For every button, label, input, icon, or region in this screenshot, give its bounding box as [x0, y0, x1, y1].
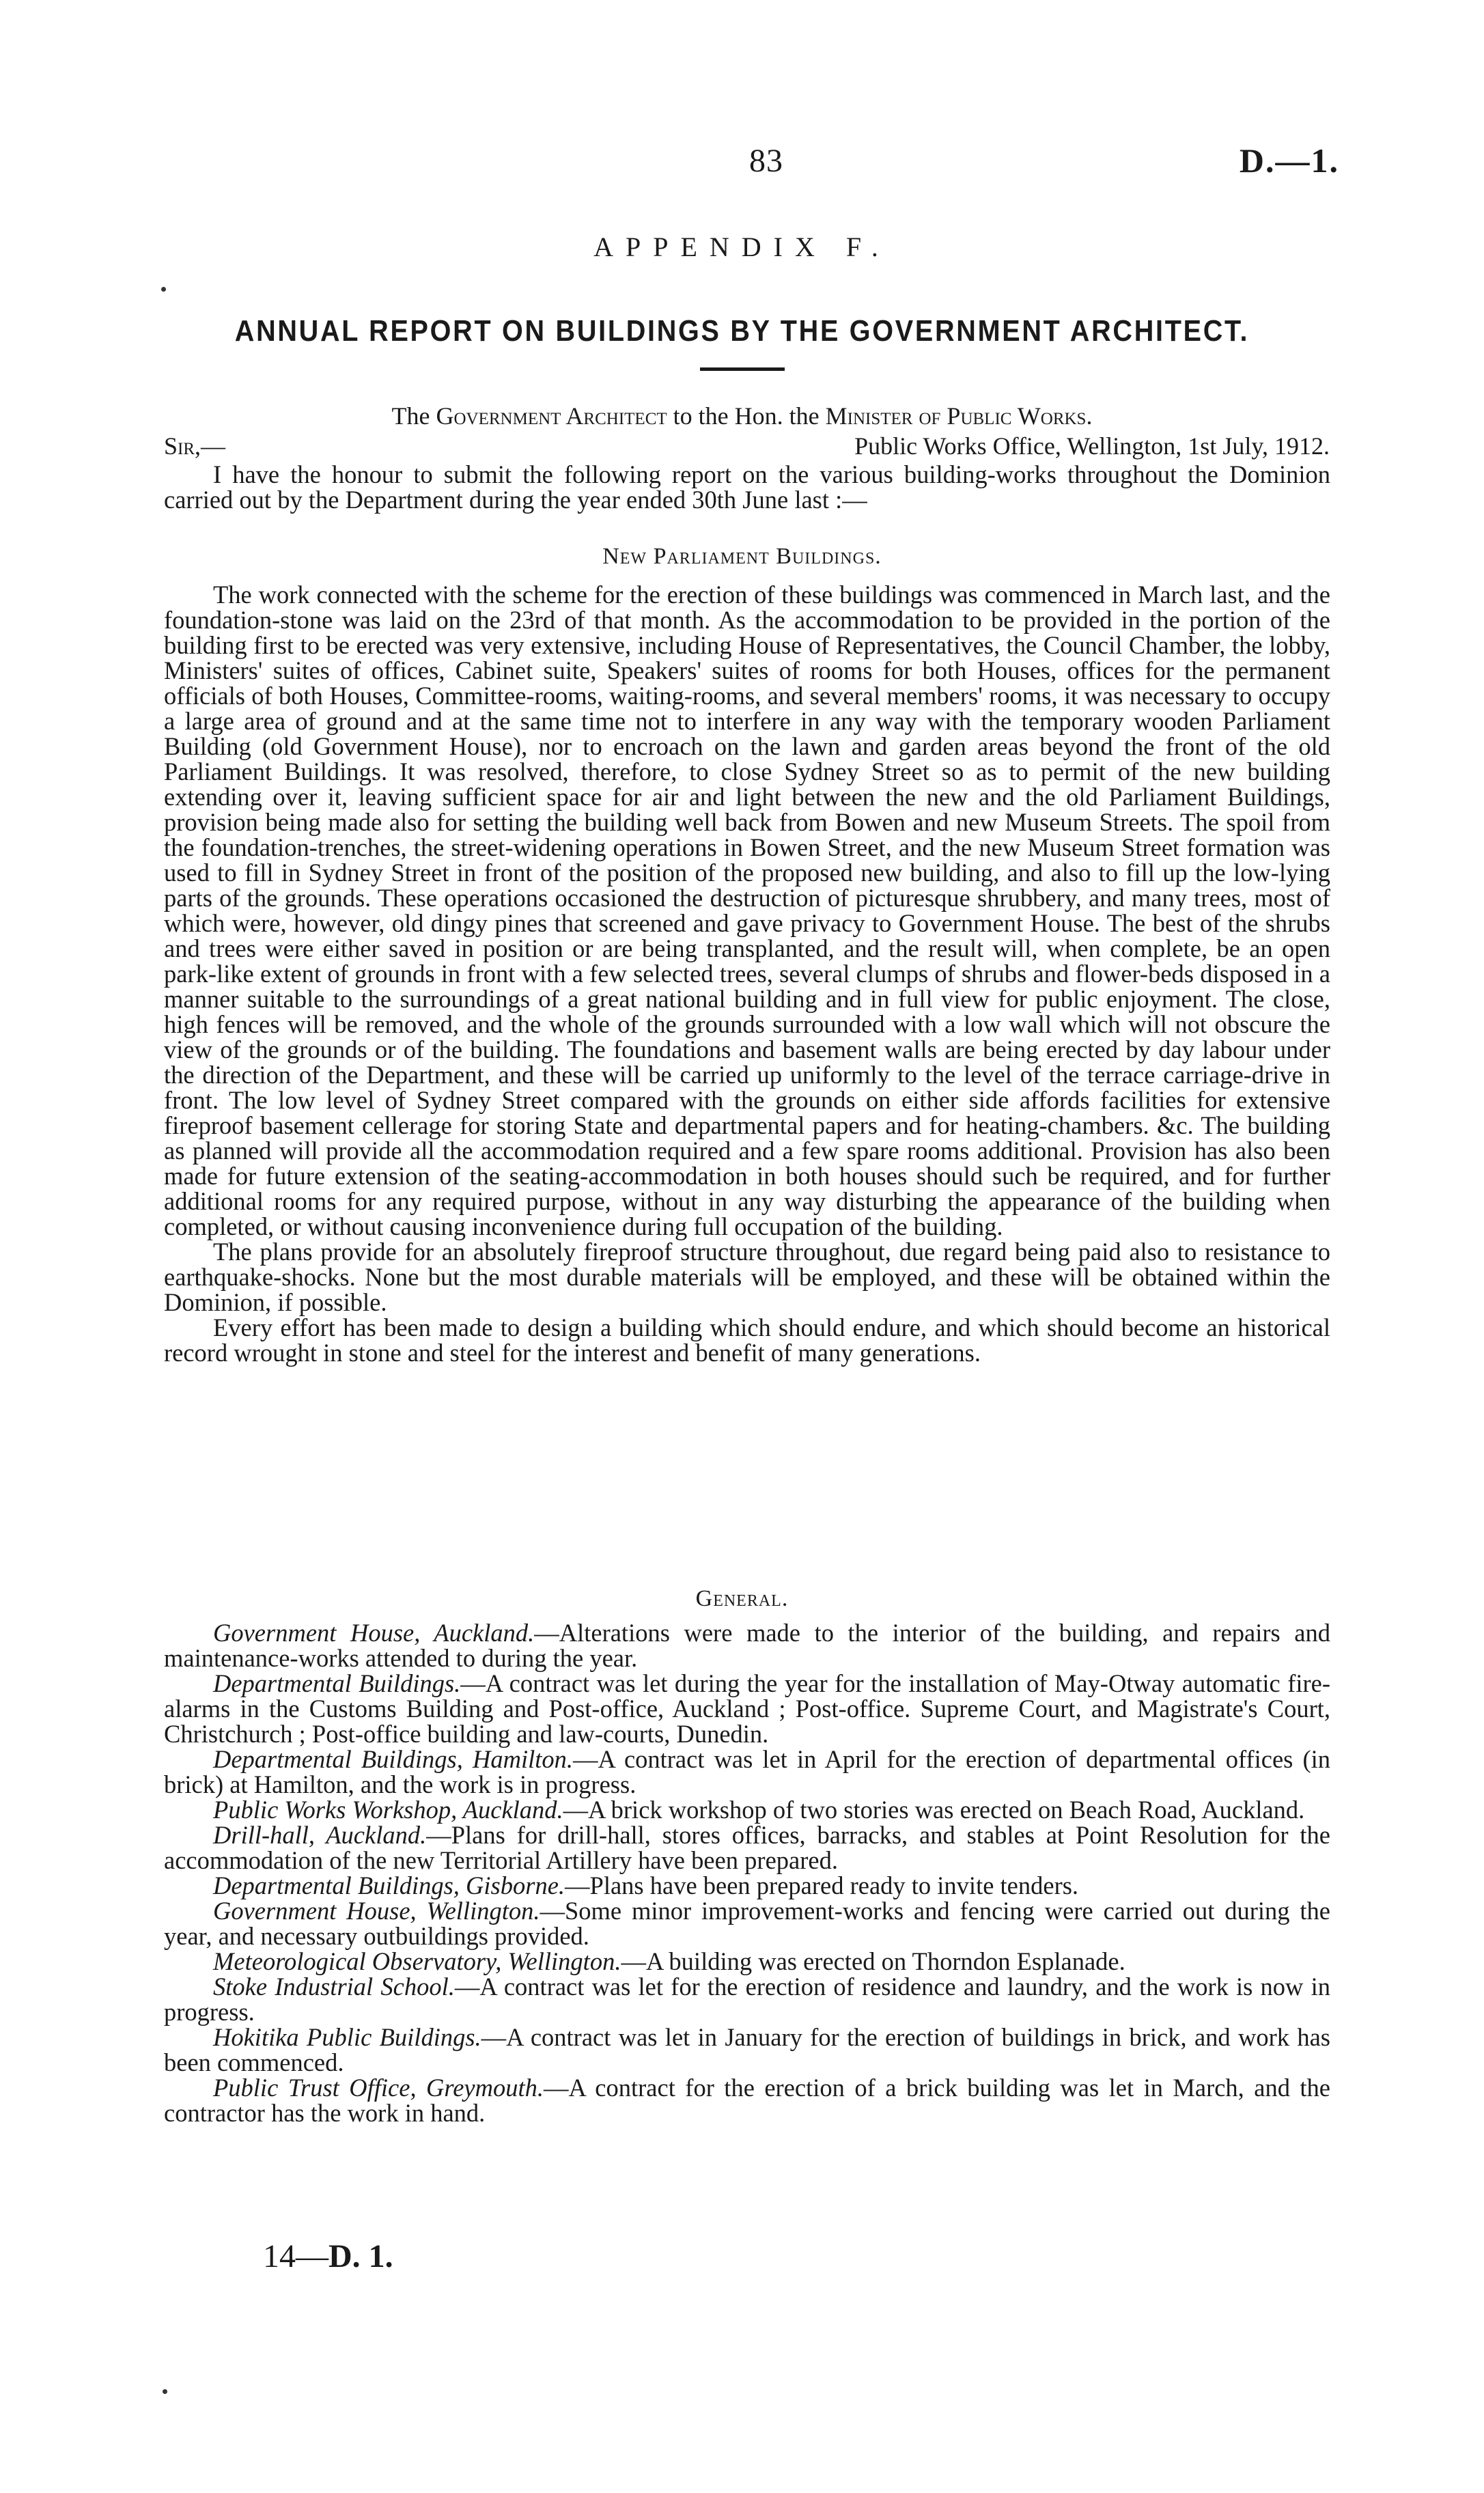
item-text: —A contract for the erection of a brick building was let in March, and the contractor has the work in hand. — [164, 2074, 1330, 2127]
item-title: Hokitika Public Buildings. — [213, 2023, 481, 2051]
general-item — [164, 1974, 1330, 2024]
address-to: Minister of Public Works — [825, 402, 1087, 430]
item-text: —Alterations were made to the interior of the building, and repairs and maintenance-works attended to during the year. — [164, 1619, 1330, 1672]
general-item — [164, 1797, 1330, 1822]
general-item — [164, 2024, 1330, 2075]
general-item — [164, 1746, 1330, 1797]
item-title: Departmental Buildings, Gisborne. — [213, 1871, 565, 1899]
margin-speck — [163, 2389, 167, 2394]
footer-code-prefix: 14— — [263, 2238, 328, 2274]
item-text: —A contract was let in January for the erection of buildings in brick, and work has been commenced. — [164, 2023, 1330, 2076]
paragraph: The work connected with the scheme for the erection of these buildings was commenced in March last, and the foundation-stone was laid on the 23rd of that month. As the accommodation to be provided in the portion of the building first to be erected was very extensive, including House of Representatives, the Council Chamber, the lobby, Ministers' suites of offices, Cabinet suite, Speakers' suites of rooms for both Houses, offices for the permanent officials of both Houses, Committee-rooms, waiting-rooms, and several members' rooms, it was necessary to occupy a large area of ground and at the same time not to interfere in any way with the temporary wooden Parliament Building (old Government House), nor to encroach on the lawn and garden areas beyond the front of the old Parliament Buildings. It was resolved, therefore, to close Sydney Street so as to permit of the new building extending over it, leaving sufficient space for air and light between the new and the old Parliament Buildings, provision being made also for setting the building well back from Bowen and new Museum Streets. The spoil from the foundation-trenches, the street-widening operations in Bowen Street, and the new Museum Street formation was used to fill in Sydney Street in front of the position of the proposed new building, and also to fill up the low-lying parts of the grounds. These operations occasioned the destruction of picturesque shrubbery, and many trees, most of which were, however, old dingy pines that screened and gave privacy to Government House. The best of the shrubs and trees were either saved in position or are being transplanted, and the result will, when complete, be an open park-like extent of grounds in front with a few selected trees, several clumps of shrubs and flower-beds disposed in a manner suitable to the surroundings of a great national building and in full view for public enjoyment. The close, high fences will be removed, and the whole of the grounds surrounded with a low wall which will not obscure the view of the grounds or of the building. The foundations and basement walls are being erected by day labour under the direction of the Department, and these will be carried up uniformly to the level of the terrace carriage-drive in front. The low level of Sydney Street compared with the grounds on either side affords facilities for extensive fireproof basement cellerage for storing State and departmental papers and for heating-chambers. &c. The building as planned will provide all the accommodation required and a few spare rooms additional. Provision has also been made for future extension of the seating-accommodation in both houses should such be required, and for further additional rooms for any required purpose, without in any way disturbing the appearance of the building when completed, or without causing inconvenience during full occupation of the building. — [164, 581, 1330, 1240]
address-from: Government Architect — [436, 402, 667, 430]
address-line: The Government Architect to the Hon. the Minister of Public Works. — [391, 402, 1093, 430]
item-title: Departmental Buildings, Hamilton. — [213, 1745, 573, 1773]
item-title: Stoke Industrial School. — [213, 1973, 455, 2001]
document-code: D.—1. — [1239, 141, 1339, 180]
parliament-section — [164, 582, 1330, 1365]
footer-code-suffix: D. 1. — [328, 2238, 393, 2274]
salutation: Sir,— — [164, 432, 226, 460]
item-text: —A building was erected on Thorndon Esplanade. — [621, 1947, 1125, 1975]
dateline: Public Works Office, Wellington, 1st July, 1912. — [854, 432, 1330, 460]
item-text: —A brick workshop of two stories was erected on Beach Road, Auckland. — [563, 1796, 1305, 1824]
title-rule — [700, 367, 785, 371]
appendix-heading: APPENDIX F. — [593, 232, 891, 262]
general-item — [164, 1671, 1330, 1746]
page-number: 83 — [749, 143, 783, 179]
intro-paragraph: I have the honour to submit the following report on the various building-works throughout the Dominion carried out by the Department during the year ended 30th June last :— — [164, 460, 1330, 514]
general-item — [164, 1898, 1330, 1949]
item-text: —A contract was let in April for the erection of departmental offices (in brick) at Hamilton, and the work is in progress. — [164, 1745, 1330, 1798]
margin-speck — [161, 287, 166, 292]
item-text: —Some minor improvement-works and fencing were carried out during the year, and necessary outbuildings provided. — [164, 1897, 1330, 1950]
general-item — [164, 1949, 1330, 1974]
item-title: Drill-hall, Auckland. — [213, 1821, 427, 1849]
general-section — [164, 1620, 1330, 2126]
item-title: Meteorological Observatory, Wellington. — [213, 1947, 621, 1975]
general-item — [164, 1822, 1330, 1873]
section-heading-general: General. — [695, 1586, 789, 1611]
general-item — [164, 2075, 1330, 2126]
intro-paragraph-block — [164, 462, 1330, 512]
item-text: —A contract was let during the year for the installation of May-Otway automatic fire-alarms in the Customs Building and Post-office, Auckland ; Post-office. Supreme Court, and Magistrate's Court, Christchurch ; Post-office building and law-courts, Dunedin. — [164, 1669, 1330, 1748]
report-title: ANNUAL REPORT ON BUILDINGS BY THE GOVERNMENT ARCHITECT. — [234, 314, 1250, 348]
paragraph: The plans provide for an absolutely fireproof structure throughout, due regard being paid also to resistance to earthquake-shocks. None but the most durable materials will be employed, and these will be obtained within the Dominion, if possible. — [164, 1238, 1330, 1316]
item-title: Government House, Auckland. — [213, 1619, 535, 1647]
footer-signature-code — [263, 2238, 393, 2275]
general-item — [164, 1873, 1330, 1898]
item-text: —A contract was let for the erection of residence and laundry, and the work is now in progress. — [164, 1973, 1330, 2026]
item-title: Public Trust Office, Greymouth. — [213, 2074, 544, 2102]
item-title: Departmental Buildings. — [213, 1669, 461, 1697]
item-text: —Plans for drill-hall, stores offices, barracks, and stables at Point Resolution for the accommodation of the new Territorial Artillery have been prepared. — [164, 1821, 1330, 1874]
item-title: Public Works Workshop, Auckland. — [213, 1796, 563, 1824]
general-item — [164, 1620, 1330, 1671]
paragraph: Every effort has been made to design a building which should endure, and which should become an historical record wrought in stone and steel for the interest and benefit of many generations. — [164, 1313, 1330, 1367]
item-text: —Plans have been prepared ready to invite tenders. — [565, 1871, 1079, 1899]
item-title: Government House, Wellington. — [213, 1897, 540, 1925]
section-heading-parliament: New Parliament Buildings. — [602, 544, 882, 569]
